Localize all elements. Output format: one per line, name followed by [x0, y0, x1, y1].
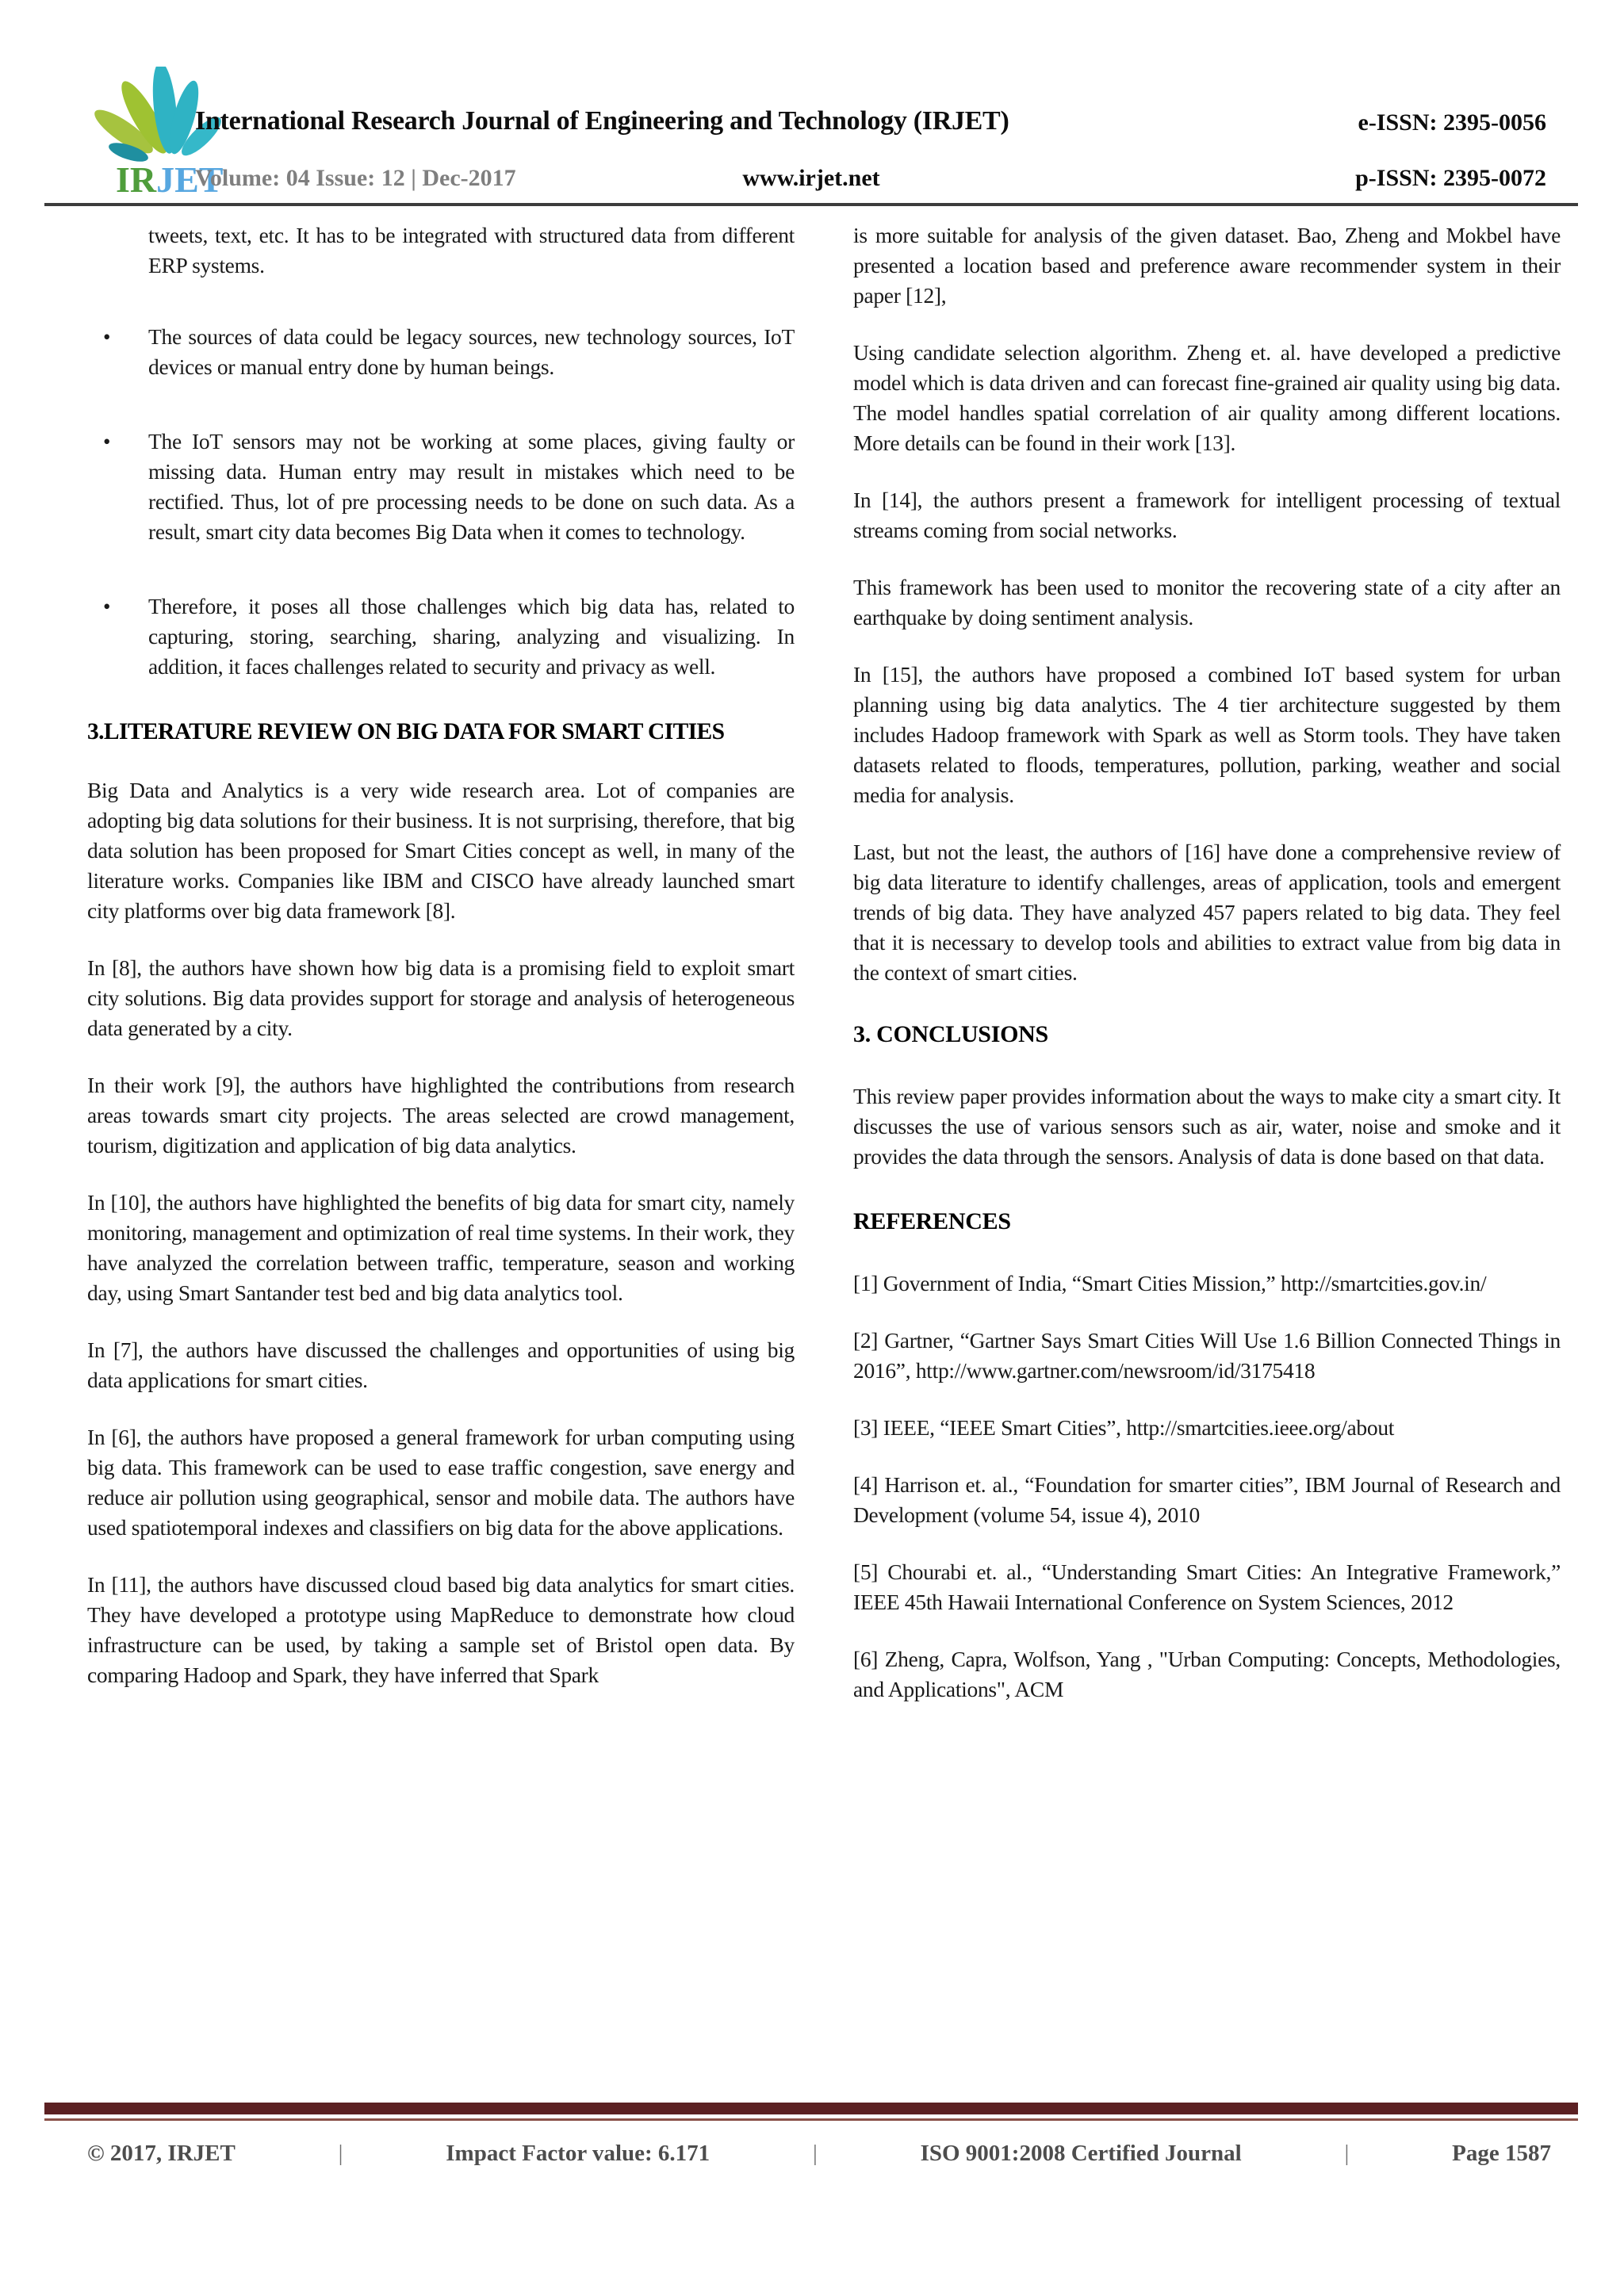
paragraph: In their work [9], the authors have highlighted the contributions from research areas towards smart city projects. The areas selected are crowd management, tourism, digitization and application of big data analytics.	[87, 1073, 795, 1158]
page-footer	[87, 2141, 1551, 2167]
e-issn: e-ISSN: 2395-0056	[1358, 109, 1546, 136]
section-heading-literature-review: 3.LITERATURE REVIEW ON BIG DATA FOR SMART CITIES	[87, 719, 725, 744]
footer-divider-thin-bar	[44, 2118, 1578, 2121]
paragraph: In [14], the authors present a framework for intelligent processing of textual streams coming from social networks.	[853, 488, 1561, 542]
bullet-item	[87, 322, 795, 382]
footer-divider-thick-bar	[44, 2103, 1578, 2114]
bullet-text: The sources of data could be legacy sources, new technology sources, IoT devices or manual entry done by human beings.	[148, 324, 795, 379]
logo-text-jet: JET	[156, 159, 224, 200]
reference-item: [5] Chourabi et. al., “Understanding Smart Cities: An Integrative Framework,” IEEE 45th Hawaii International Conference on System Sciences, 2012	[853, 1559, 1561, 1614]
footer-impact-factor: Impact Factor value: 6.171	[446, 2141, 710, 2166]
p-issn: p-ISSN: 2395-0072	[1355, 165, 1546, 191]
logo-text-ir: IR	[116, 159, 157, 200]
website-url: www.irjet.net	[742, 165, 880, 191]
paragraph: Using candidate selection algorithm. Zheng et. al. have developed a predictive model which is data driven and can forecast fine-grained air quality using big data. The model handles spatial correlation of air quality among different locations. More details can be found in their work [13].	[853, 340, 1561, 455]
right-column	[853, 220, 1561, 1732]
reference-item: [2] Gartner, “Gartner Says Smart Cities Will Use 1.6 Billion Connected Things in 2016”, http://www.gartner.com/newsroom/id/3175418	[853, 1328, 1561, 1383]
bullet-item	[87, 591, 795, 682]
bullet-item	[87, 427, 795, 547]
bullet-text: The IoT sensors may not be working at some places, giving faulty or missing data. Human entry may result in mistakes which need to be rectified. Thus, lot of pre processing needs to be done on such data. As a result, smart city data becomes Big Data when it comes to technology.	[148, 429, 795, 544]
bullet-text: Therefore, it poses all those challenges which big data has, related to capturing, storing, searching, sharing, analyzing and visualizing. In addition, it faces challenges related to security and privacy as well.	[148, 594, 795, 679]
journal-title: International Research Journal of Engineering and Technology (IRJET)	[195, 106, 1009, 136]
footer-separator: |	[812, 2141, 818, 2166]
volume-issue-date: Volume: 04 Issue: 12 | Dec-2017	[195, 165, 516, 191]
section-heading-conclusions: 3. CONCLUSIONS	[853, 1021, 1048, 1047]
bullet-dot: •	[103, 430, 111, 453]
footer-certification: ISO 9001:2008 Certified Journal	[920, 2141, 1242, 2166]
paragraph: In [10], the authors have highlighted the benefits of big data for smart city, namely monitoring, management and optimization of real time systems. In their work, they have analyzed the correlation between traffic, temperature, season and working day, using Smart Santander test bed and big data analytics tool.	[87, 1190, 795, 1305]
reference-item: [1] Government of India, “Smart Cities Mission,” http://smartcities.gov.in/	[853, 1271, 1487, 1295]
reference-item: [4] Harrison et. al., “Foundation for smarter cities”, IBM Journal of Research and Development (volume 54, issue 4), 2010	[853, 1472, 1561, 1527]
left-column	[87, 220, 795, 1717]
footer-separator: |	[1344, 2141, 1350, 2166]
paragraph: In [11], the authors have discussed cloud based big data analytics for smart cities. They have developed a prototype using MapReduce to demonstrate how cloud infrastructure can be used, by taking a sample set of Bristol open data. By comparing Hadoop and Spark, they have inferred that Spark	[87, 1572, 795, 1687]
reference-item: [3] IEEE, “IEEE Smart Cities”, http://smartcities.ieee.org/about	[853, 1415, 1395, 1440]
paragraph: Last, but not the least, the authors of [16] have done a comprehensive review of big data literature to identify challenges, areas of application, tools and emergent trends of big data. They have analyzed 457 papers related to big data. They feel that it is necessary to develop tools and abilities to extract value from big data in the context of smart cities.	[853, 840, 1561, 985]
footer-divider	[44, 2103, 1578, 2121]
footer-page-number: Page 1587	[1452, 2141, 1551, 2166]
paragraph: tweets, text, etc. It has to be integrated with structured data from different ERP systems.	[148, 223, 795, 277]
paragraph: This framework has been used to monitor the recovering state of a city after an earthquake by doing sentiment analysis.	[853, 575, 1561, 629]
footer-separator: |	[338, 2141, 343, 2166]
bullet-dot: •	[103, 325, 111, 349]
header-divider	[44, 203, 1578, 206]
bullet-dot: •	[103, 595, 111, 618]
paragraph: In [7], the authors have discussed the challenges and opportunities of using big data applications for smart cities.	[87, 1337, 795, 1392]
footer-copyright: © 2017, IRJET	[87, 2141, 236, 2166]
section-heading-references: REFERENCES	[853, 1208, 1011, 1234]
reference-item: [6] Zheng, Capra, Wolfson, Yang , "Urban Computing: Concepts, Methodologies, and Applications", ACM	[853, 1647, 1561, 1701]
paragraph: This review paper provides information about the ways to make city a smart city. It discusses the use of various sensors such as air, water, noise and smoke and it provides the data through the sensors. Analysis of data is done based on that data.	[853, 1084, 1561, 1169]
paragraph: is more suitable for analysis of the given dataset. Bao, Zheng and Mokbel have presented a location based and preference aware recommender system in their paper [12],	[853, 223, 1561, 308]
paragraph: In [15], the authors have proposed a combined IoT based system for urban planning using big data analytics. The 4 tier architecture suggested by them includes Hadoop framework with Spark as well as Storm tools. They have taken datasets related to floods, temperatures, pollution, parking, weather and social media for analysis.	[853, 662, 1561, 807]
paragraph: In [6], the authors have proposed a general framework for urban computing using big data. This framework can be used to ease traffic congestion, save energy and reduce air pollution using geographical, sensor and mobile data. The authors have used spatiotemporal indexes and classifiers on big data for the above applications.	[87, 1425, 795, 1540]
paragraph: Big Data and Analytics is a very wide research area. Lot of companies are adopting big data solutions for their business. It is not surprising, therefore, that big data solution has been proposed for Smart Cities concept as well, in many of the literature works. Companies like IBM and CISCO have already launched smart city platforms over big data framework [8].	[87, 778, 795, 923]
paragraph: In [8], the authors have shown how big data is a promising field to exploit smart city solutions. Big data provides support for storage and analysis of heterogeneous data generated by a city.	[87, 955, 795, 1040]
